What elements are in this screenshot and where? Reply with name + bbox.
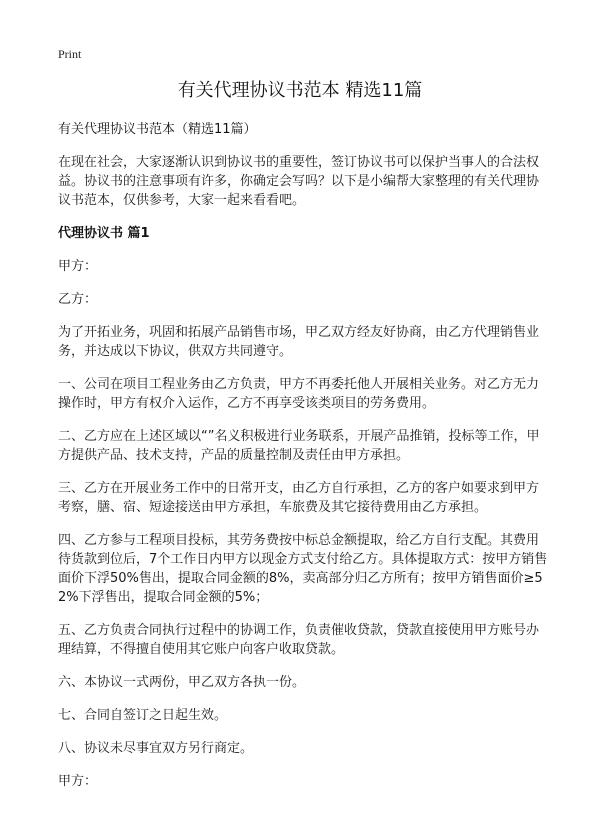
- print-link[interactable]: Print: [58, 47, 82, 61]
- document-subtitle: 有关代理协议书范本（精选11篇）: [58, 122, 257, 137]
- document-body: [58, 120, 548, 805]
- intro-paragraph: 在现在社会，大家逐渐认识到协议书的重要性，签订协议书可以保护当事人的合法权益。协议书的注意事项有许多，你确定会写吗？以下是小编帮大家整理的有关代理协议书范本，仅供参考，大家一起来看看吧。: [58, 155, 540, 208]
- document-title: 有关代理协议书范本 精选11篇: [177, 80, 423, 101]
- clause-5: 五、乙方负责合同执行过程中的协调工作，负责催收贷款，贷款直接使用甲方账号办理结算，不得擅自使用其它账户向客户收取贷款。: [58, 623, 540, 657]
- clause-4: 四、乙方参与工程项目投标，其劳务费按中标总金额提取，给乙方自行支配。其费用待货款到位后，7个工作日内甲方以现金方式支付给乙方。具体提取方式：按甲方销售面价下浮50%售出，提取合同金额的8%，卖高部分归乙方所有；按甲方销售面价≥52%下浮售出，提取合同金额的5%；: [58, 533, 548, 605]
- clause-1: 一、公司在项目工程业务由乙方负责，甲方不再委托他人开展相关业务。对乙方无力操作时，甲方有权介入运作，乙方不再享受该类项目的劳务费用。: [58, 377, 540, 411]
- clause-2: 二、乙方应在上述区域以“”名义积极进行业务联系，开展产品推销，投标等工作，甲方提供产品、技术支持，产品的质量控制及责任由甲方承担。: [58, 429, 540, 463]
- clause-7: 七、合同自签订之日起生效。: [58, 708, 228, 723]
- party-b-line: 乙方：: [58, 292, 98, 307]
- closing-party-a-line: 甲方：: [58, 774, 98, 789]
- clause-3: 三、乙方在开展业务工作中的日常开支，由乙方自行承担，乙方的客户如要求到甲方考察，膳、宿、短途接送由甲方承担，车旅费及其它接待费用由乙方承担。: [58, 481, 540, 515]
- section-heading: 代理协议书 篇1: [58, 226, 150, 241]
- party-a-line: 甲方：: [58, 259, 98, 274]
- preamble-paragraph: 为了开拓业务，巩固和拓展产品销售市场，甲乙双方经友好协商，由乙方代理销售业务，并达成以下协议，供双方共同遵守。: [58, 325, 540, 359]
- clause-6: 六、本协议一式两份，甲乙双方各执一份。: [58, 675, 306, 690]
- clause-8: 八、协议未尽事宜双方另行商定。: [58, 741, 254, 756]
